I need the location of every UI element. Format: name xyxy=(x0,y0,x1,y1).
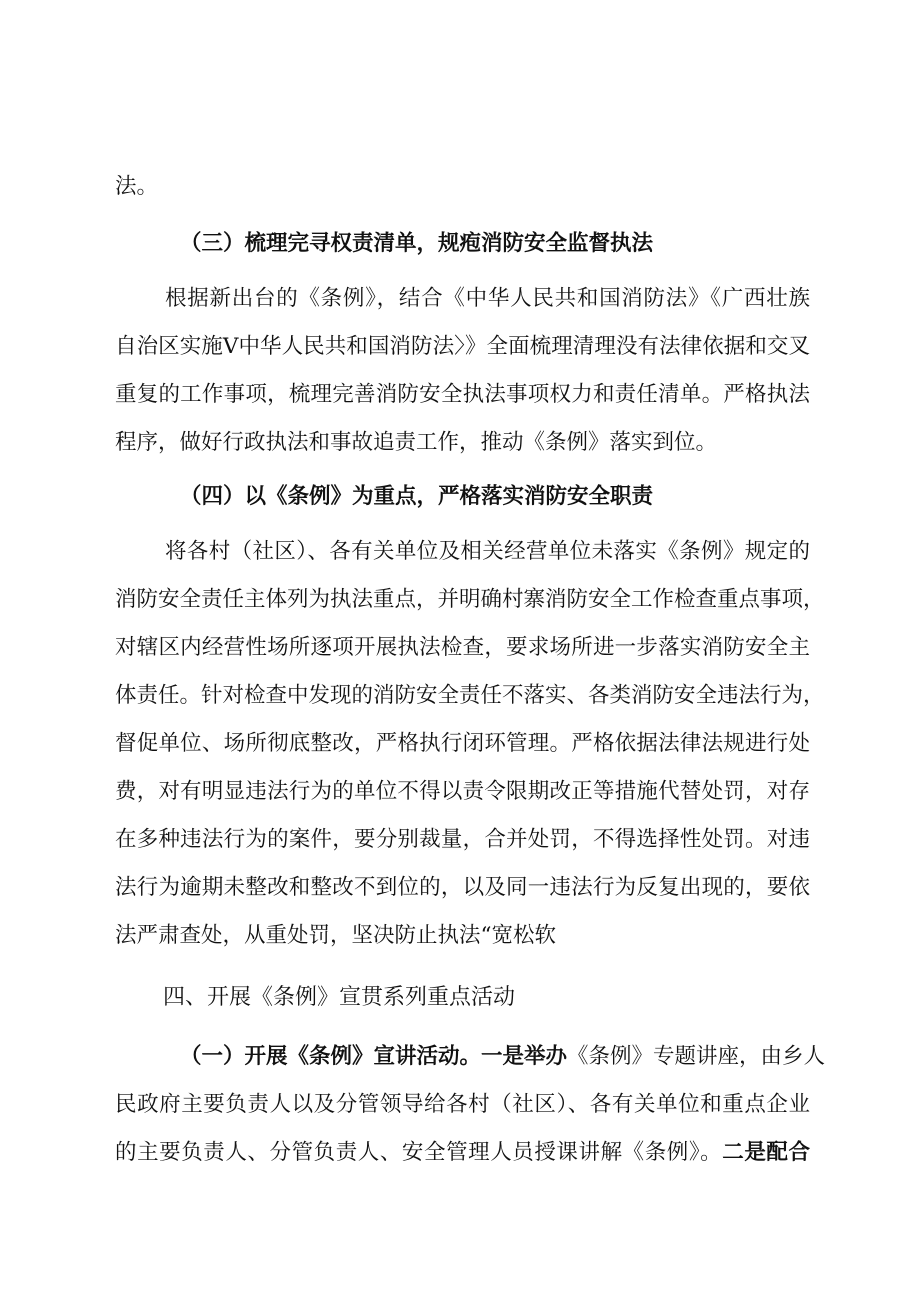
text-line: 督促单位、场所彻底整改，严格执行闭环管理。严格依据法律法规进行处 xyxy=(115,731,810,756)
bold-lead: （一）开展《条例》宣讲活动。一是举办 xyxy=(180,1044,568,1069)
bold-run: 二是配合 xyxy=(722,1140,810,1165)
text-run: 的主要负责人、分管负责人、安全管理人员授课讲解《条例》。 xyxy=(115,1140,723,1165)
text-line xyxy=(115,1138,810,1168)
text-line: 自治区实施V中华人民共和国消防法〉》全面梳理清理没有法律依据和交叉 xyxy=(115,334,810,359)
text-line: 重复的工作事项，梳理完善消防安全执法事项权力和责任清单。严格执法 xyxy=(115,382,810,407)
section-heading: 四、开展《条例》宣贯系列重点活动 xyxy=(163,985,516,1010)
text-run: 《条例》专题讲座，由乡人 xyxy=(567,1044,826,1069)
text-line: 法行为逾期未整改和整改不到位的，以及同一违法行为反复出现的，要依 xyxy=(115,875,810,900)
text-line: 法。 xyxy=(115,174,159,199)
text-line: 体责任。针对检查中发现的消防安全责任不落实、各类消防安全违法行为， xyxy=(115,683,825,708)
text-line: 消防安全责任主体列为执法重点，并明确村寨消防安全工作检查重点事项， xyxy=(115,587,825,612)
text-line: 程序，做好行政执法和事故追责工作，推动《条例》落实到位。 xyxy=(115,430,718,455)
text-line: 费，对有明显违法行为的单位不得以责令限期改正等措施代替处罚，对存 xyxy=(115,779,810,804)
text-line: 在多种违法行为的案件，要分别裁量，合并处罚，不得选择性处罚。对违 xyxy=(115,827,810,852)
subheading-4: （四）以《条例》为重点，严格落实消防安全职责 xyxy=(180,484,654,509)
subheading-3: （三）梳理完寻权责清单，规疱消防安全监督执法 xyxy=(180,231,654,256)
text-line: 民政府主要负责人以及分管领导给各村（社区）、各有关单位和重点企业 xyxy=(115,1092,810,1117)
text-line: 对辖区内经营性场所逐项开展执法检查，要求场所进一步落实消防安全主 xyxy=(115,635,810,660)
text-line: 将各村（社区）、各有关单位及相关经营单位未落实《条例》规定的 xyxy=(165,539,810,564)
text-line: 法严肃查处，从重处罚，坚决防止执法“宽松软 xyxy=(115,923,556,948)
text-line: 根据新出台的《条例》，结合《中华人民共和国消防法》《广西壮族 xyxy=(165,286,810,311)
text-line xyxy=(180,1042,826,1072)
